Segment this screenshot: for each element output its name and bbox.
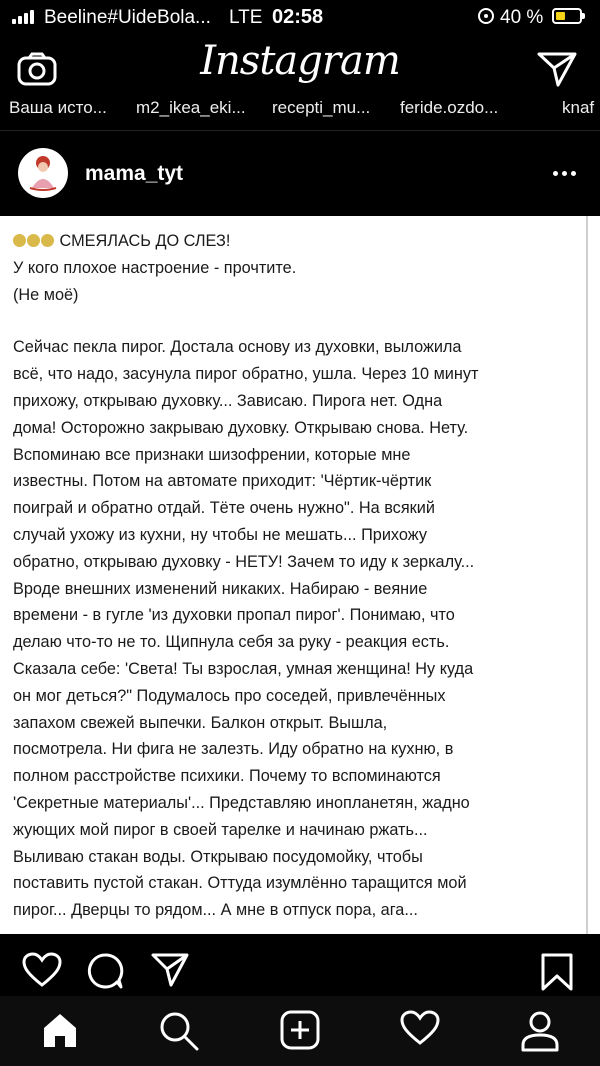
signal-strength-icon <box>12 10 34 24</box>
carrier-name: Beeline#UideBola... <box>44 7 211 28</box>
search-icon[interactable] <box>158 1010 200 1052</box>
bookmark-icon[interactable] <box>540 952 574 992</box>
laughing-emoji-icon <box>13 234 26 247</box>
caption-line: прихожу, открываю духовку... Зависаю. Пирога нет. Одна <box>13 391 443 410</box>
caption-gap <box>13 308 579 334</box>
avatar-illustration <box>18 148 68 198</box>
camera-icon[interactable] <box>17 52 57 86</box>
caption-line: поставить пустой стакан. Оттуда изумлённо таращится мой <box>13 874 467 893</box>
clock: 02:58 <box>272 6 324 28</box>
caption-line: Сейчас пекла пирог. Достала основу из духовки, выложила <box>13 338 462 357</box>
caption-line: случай ухожу из кухни, ну чтобы не мешать... Прихожу <box>13 525 427 544</box>
status-bar <box>0 0 600 36</box>
app-logo-title: Instagram <box>200 38 400 84</box>
battery-percent: 40 % <box>500 7 544 28</box>
caption-line: дома! Осторожно закрываю духовку. Открываю снова. Нету. <box>13 418 469 437</box>
caption-line: Вспоминаю все признаки шизофрении, которые мне <box>13 445 411 464</box>
caption-line: У кого плохое настроение - прочтите. <box>13 258 297 277</box>
post-header <box>0 130 600 217</box>
caption-line: СМЕЯЛАСЬ ДО СЛЕЗ! <box>13 228 579 255</box>
caption-line: обратно, открываю духовку - НЕТУ! Зачем то иду к зеркалу... <box>13 552 475 571</box>
home-icon[interactable] <box>40 1010 80 1050</box>
profile-icon[interactable] <box>520 1010 560 1052</box>
caption-line: Вроде внешних изменений никаких. Набираю - веяние <box>13 579 428 598</box>
direct-message-icon[interactable] <box>536 50 578 88</box>
post-image[interactable] <box>0 216 600 934</box>
post-caption-image-text <box>13 228 579 924</box>
caption-line: 'Секретные материалы'... Представляю инопланетян, жадно <box>13 793 470 812</box>
activity-icon[interactable] <box>400 1010 440 1046</box>
image-frame-border <box>586 216 588 934</box>
caption-line: он мог деться?" Подумалось про соседей, привлечённых <box>13 686 446 705</box>
caption-line: времени - в гугле 'из духовки пропал пирог'. Понимаю, что <box>13 606 455 625</box>
comment-icon[interactable] <box>86 952 124 990</box>
caption-line: Сказала себе: 'Света! Ты взрослая, умная женщина! Ну куда <box>13 659 474 678</box>
story-label-own[interactable]: Ваша исто... <box>9 98 107 117</box>
heart-icon[interactable] <box>22 952 62 988</box>
laughing-emoji-icon <box>41 234 54 247</box>
bottom-tab-bar <box>0 996 600 1066</box>
story-label[interactable]: feride.ozdo... <box>400 98 499 117</box>
share-icon[interactable] <box>150 952 190 988</box>
app-header <box>0 36 600 100</box>
avatar[interactable] <box>18 148 68 198</box>
caption-line: делаю что-то не то. Щипнула себя за руку - реакция есть. <box>13 633 450 652</box>
caption-line: жующих мой пирог в своей тарелке и начинаю ржать... <box>13 820 428 839</box>
caption-line: Выливаю стакан воды. Открываю посудомойку, чтобы <box>13 847 423 866</box>
post-username[interactable]: mama_tyt <box>85 162 184 185</box>
caption-line: (Не моё) <box>13 285 79 304</box>
caption-line: запахом свежей выпечки. Балкон открыт. Вышла, <box>13 713 388 732</box>
post-actions <box>0 934 600 996</box>
laughing-emoji-icon <box>27 234 40 247</box>
story-label[interactable]: m2_ikea_eki... <box>136 98 246 117</box>
more-options-icon[interactable] <box>553 171 576 176</box>
caption-line: полном расстройстве психики. Почему то вспоминаются <box>13 767 441 786</box>
caption-line: посмотрела. Ни фига не залезть. Иду обратно на кухню, в <box>13 740 454 759</box>
new-post-icon[interactable] <box>280 1010 320 1050</box>
caption-line: пирог... Дверцы то рядом... А мне в отпуск пора, ага... <box>13 901 418 920</box>
battery-fill <box>556 12 565 20</box>
story-label[interactable]: knaf <box>562 98 595 117</box>
orientation-lock-icon <box>478 8 494 24</box>
network-type: LTE <box>229 7 263 28</box>
caption-line: поиграй и обратно отдай. Тёте очень нужно". На всякий <box>13 499 435 518</box>
stories-tray[interactable] <box>0 98 600 120</box>
battery-icon <box>552 8 582 24</box>
story-label[interactable]: recepti_mu... <box>272 98 371 117</box>
caption-line: известны. Потом на автомате приходит: 'Чёртик-чёртик <box>13 472 432 491</box>
caption-line: всё, что надо, засунула пирог обратно, ушла. Через 10 минут <box>13 365 479 384</box>
